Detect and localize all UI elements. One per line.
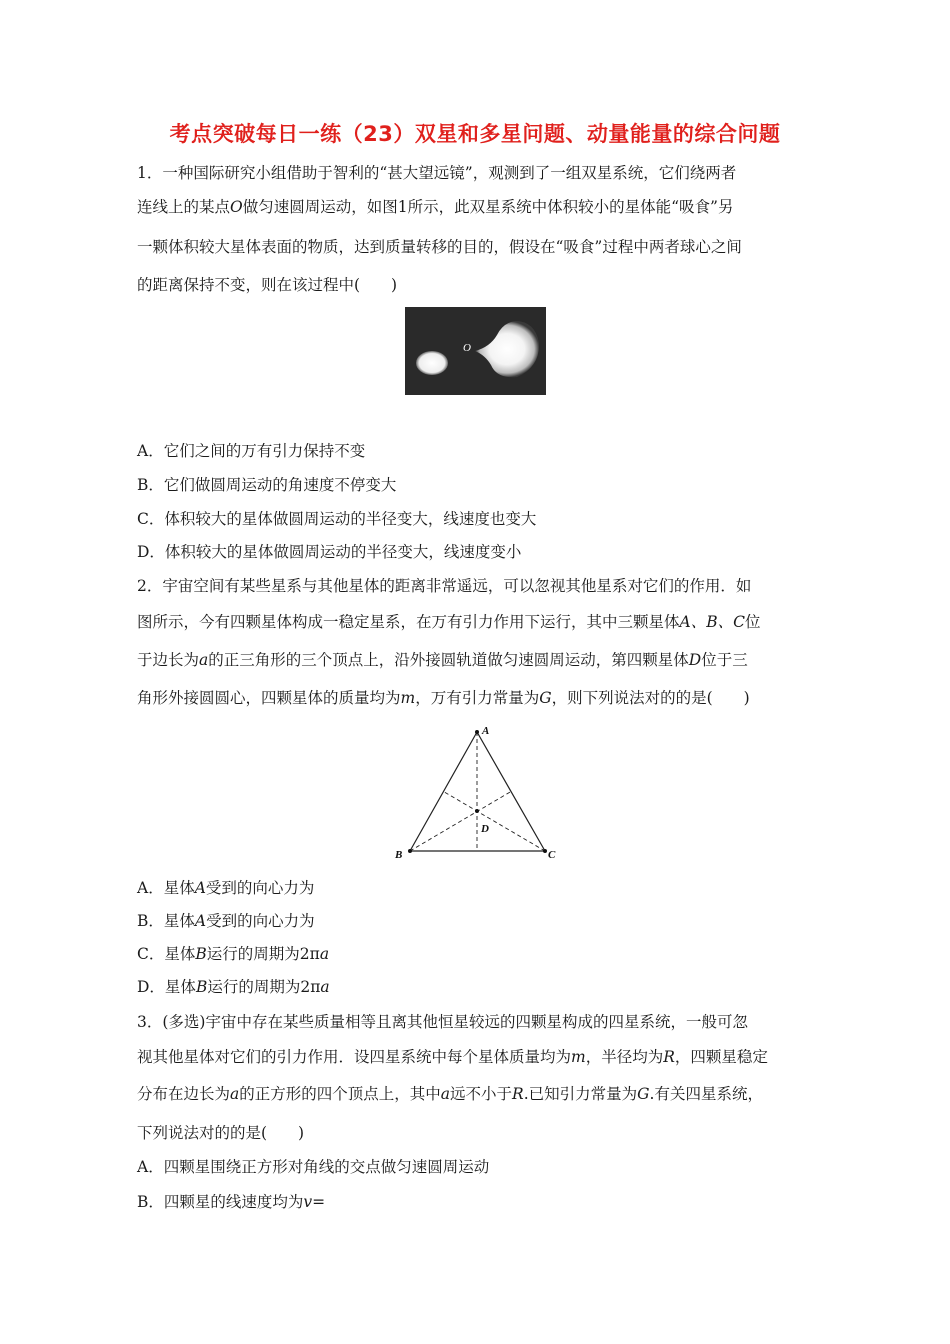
q3-text: 视其他星体对它们的引力作用．设四星系统中每个星体质量均为: [137, 1048, 572, 1066]
q3-line-2: [137, 1047, 768, 1067]
q1-var: O: [230, 198, 243, 216]
q2-text: ，万有引力常量为: [415, 689, 540, 707]
q3-var: m: [571, 1048, 586, 1066]
q2-option-text: 运行的周期为2π: [207, 978, 321, 996]
q2-text: 于边长为: [137, 651, 200, 669]
star-c-dot: [543, 849, 547, 853]
q3-text: .有关四星系统，: [649, 1085, 763, 1103]
q3-option-b: [137, 1192, 325, 1212]
q3-text: ，半径均为: [585, 1048, 664, 1066]
q2-var: a: [199, 651, 209, 669]
q3-option-var: v: [303, 1193, 313, 1211]
q3-line-3: [137, 1084, 763, 1104]
figure-label-o: O: [463, 342, 471, 354]
triangle-outline: [410, 732, 545, 851]
q3-var: R: [663, 1048, 675, 1066]
star-d-dot: [475, 809, 479, 813]
vertex-label-c: C: [548, 849, 556, 861]
page-title: 考点突破每日一练（23）双星和多星问题、动量能量的综合问题: [169, 122, 781, 146]
q2-var: D: [688, 651, 702, 669]
q2-text: 图所示，今有四颗星体构成一稳定星系，在万有引力作用下运行，其中三颗星体: [137, 613, 680, 631]
q2-text: 位于三: [701, 651, 748, 669]
q2-text: 角形外接圆圆心，四颗星体的质量均为: [137, 689, 401, 707]
q2-line-3: [137, 650, 748, 670]
q2-option-var: A: [194, 879, 206, 897]
q3-text: .已知引力常量为: [523, 1085, 638, 1103]
q3-text: 的正方形的四个顶点上，其中: [239, 1085, 441, 1103]
q1-line-1: 1．一种国际研究小组借助于智利的“甚大望远镜”，观测到了一组双星系统，它们绕两者: [137, 164, 737, 182]
q2-text: 的正三角形的三个顶点上，沿外接圆轨道做匀速圆周运动，第四颗星体: [208, 651, 689, 669]
q2-option-text: B．星体: [137, 912, 195, 930]
star-a-dot: [475, 730, 479, 734]
q2-option-var: B: [195, 945, 207, 963]
q2-option-b: [137, 911, 315, 931]
q1-text: 做匀速圆周运动，如图1所示，此双星系统中体积较小的星体能“吸食”另: [242, 198, 734, 216]
q1-option-c: C．体积较大的星体做圆周运动的半径变大，线速度也变大: [137, 510, 537, 528]
median-c: [444, 792, 546, 852]
q3-text: ，四颗星稳定: [674, 1048, 768, 1066]
q2-option-text: 受到的向心力为: [206, 912, 315, 930]
vertex-label-a: A: [482, 725, 490, 737]
q2-var: G: [539, 689, 552, 707]
q1-option-a: A．它们之间的万有引力保持不变: [137, 442, 366, 460]
q2-line-2: [137, 612, 760, 632]
star-b-dot: [408, 849, 412, 853]
median-b: [410, 792, 511, 852]
q3-var: G: [637, 1085, 650, 1103]
vertex-label-b: B: [395, 849, 403, 861]
q3-line-1: 3．(多选)宇宙中存在某些质量相等且离其他恒星较远的四颗星构成的四星系统，一般可忽: [137, 1013, 748, 1031]
q3-text: 远不小于: [450, 1085, 513, 1103]
q2-option-c: [137, 944, 329, 964]
q1-option-d: D．体积较大的星体做圆周运动的半径变大，线速度变小: [137, 543, 522, 561]
q3-var: a: [230, 1085, 240, 1103]
q3-text: 分布在边长为: [137, 1085, 231, 1103]
q3-option-text: B．四颗星的线速度均为: [137, 1193, 304, 1211]
q3-var: a: [440, 1085, 451, 1103]
q2-option-text: A．星体: [137, 879, 195, 897]
q2-option-var: A: [194, 912, 207, 930]
triangle-star-figure: [390, 720, 560, 862]
q2-line-4: [137, 688, 750, 708]
q2-var: A、B、C: [679, 613, 745, 631]
q2-text: ，则下列说法对的的是( ): [551, 689, 750, 707]
q3-option-text: =: [312, 1193, 326, 1211]
q1-option-b: B．它们做圆周运动的角速度不停变大: [137, 476, 397, 494]
q2-option-var: a: [320, 978, 330, 996]
binary-star-figure: [405, 307, 546, 395]
q2-option-text: 运行的周期为2π: [206, 945, 320, 963]
q2-var: m: [400, 689, 416, 707]
q1-line-4: 的距离保持不变，则在该过程中( ): [137, 276, 398, 294]
q2-option-text: C．星体: [137, 945, 196, 963]
center-label-d: D: [481, 823, 489, 835]
q1-line-3: 一颗体积较大星体表面的物质，达到质量转移的目的，假设在“吸食”过程中两者球心之间: [137, 238, 742, 256]
q2-option-d: [137, 977, 330, 997]
q2-option-a: [137, 878, 314, 898]
q2-option-var: B: [195, 978, 208, 996]
q2-option-text: D．星体: [137, 978, 196, 996]
q3-var: R: [512, 1085, 524, 1103]
q3-line-4: 下列说法对的的是( ): [137, 1124, 305, 1142]
q2-option-text: 受到的向心力为: [205, 879, 315, 897]
q1-text: 连线上的某点: [137, 198, 231, 216]
q1-line-2: [137, 197, 733, 217]
small-star: [416, 351, 448, 375]
q3-option-a: A．四颗星围绕正方形对角线的交点做匀速圆周运动: [137, 1158, 490, 1176]
q2-text: 位: [744, 613, 761, 631]
q2-line-1: 2．宇宙空间有某些星系与其他星体的距离非常遥远，可以忽视其他星系对它们的作用．如: [137, 577, 752, 595]
q2-option-var: a: [319, 945, 330, 963]
